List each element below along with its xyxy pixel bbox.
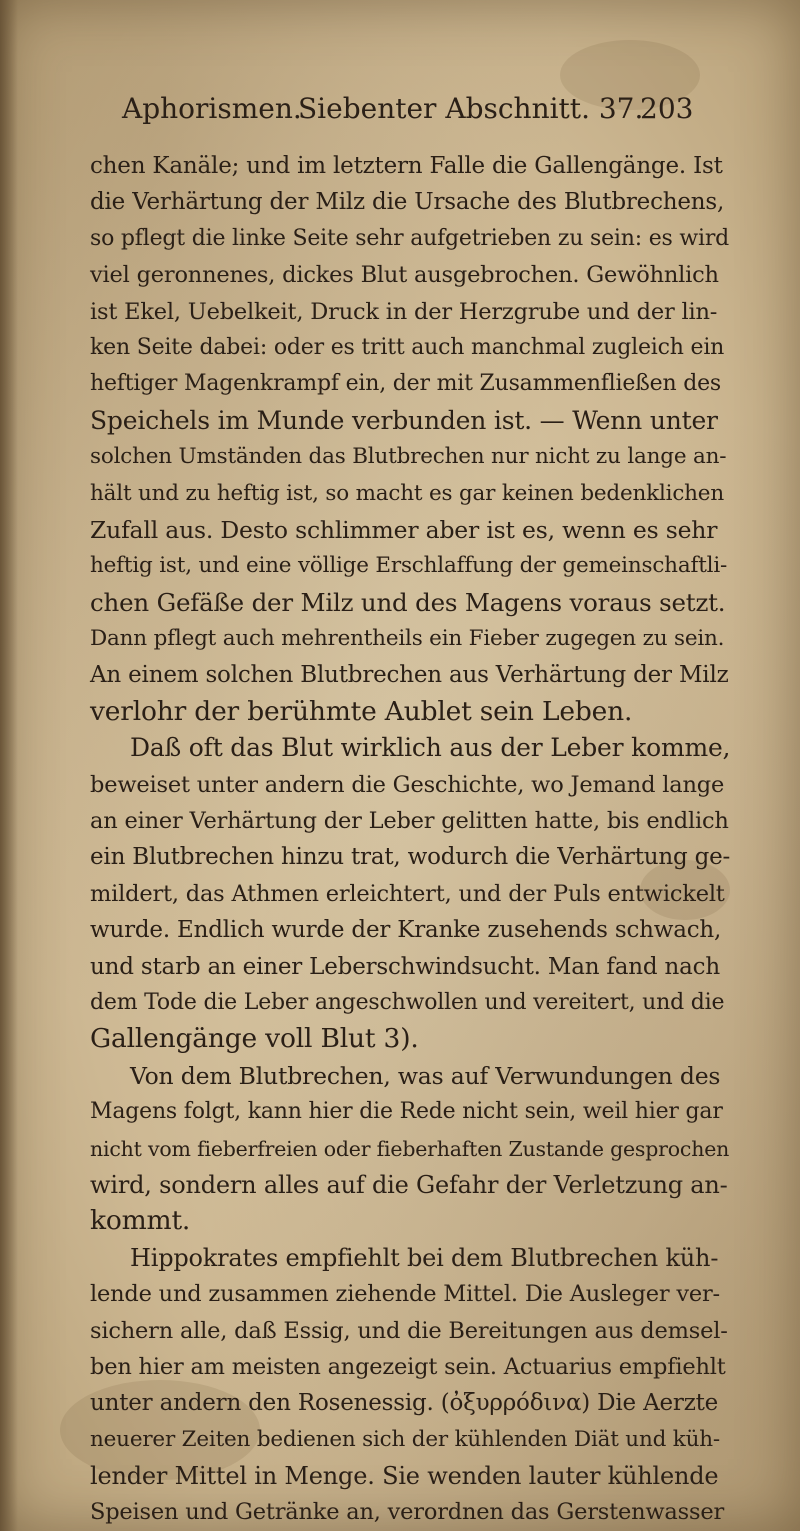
body-text <box>90 148 730 1531</box>
text-line: dem Tode die Leber angeschwollen und vereitert, und die <box>90 989 725 1015</box>
text-line: unter andern den Rosenessig. (ὀξυρρόδινα) Die Aerzte <box>90 1390 719 1417</box>
text-line: Dann pflegt auch mehrentheils ein Fieber zugegen zu sein. <box>90 626 725 652</box>
text-line: An einem solchen Blutbrechen aus Verhärtung der Milz <box>90 662 729 689</box>
text-line: ein Blutbrechen hinzu trat, wodurch die Verhärtung ge- <box>90 844 731 871</box>
text-line: beweiset unter andern die Geschichte, wo Jemand lange <box>90 771 725 798</box>
text-line: kommt. <box>90 1205 191 1237</box>
text-line: chen Gefäße der Milz und des Magens voraus setzt. <box>90 587 726 617</box>
text-line: mildert, das Athmen erleichtert, und der Puls entwickelt <box>90 880 725 907</box>
text-line: viel geronnenes, dickes Blut ausgebrochen. Gewöhnlich <box>90 262 719 289</box>
header-section-title: Siebenter Abschnitt. 37. <box>298 92 644 125</box>
text-line: heftig ist, und eine völlige Erschlaffung der gemeinschaftli- <box>90 553 728 579</box>
text-line: heftiger Magenkrampf ein, der mit Zusammenfließen des <box>90 371 722 397</box>
text-line: die Verhärtung der Milz die Ursache des Blutbrechens, <box>90 189 725 216</box>
text-line: wurde. Endlich wurde der Kranke zusehends schwach, <box>90 917 722 944</box>
text-line: ben hier am meisten angezeigt sein. Actuarius empfiehlt <box>90 1353 726 1380</box>
text-line: nicht vom fieberfreien oder fieberhaften Zustande gesprochen <box>90 1136 730 1161</box>
paragraph-start-line: Von dem Blutbrechen, was auf Verwundungen des <box>130 1061 721 1090</box>
text-line: ist Ekel, Uebelkeit, Druck in der Herzgrube und der lin- <box>90 298 718 325</box>
page-number: 203 <box>640 92 694 125</box>
text-line: lender Mittel in Menge. Sie wenden lauter kühlende <box>90 1462 719 1491</box>
text-line: solchen Umständen das Blutbrechen nur nicht zu lange an- <box>90 444 727 470</box>
text-line: ken Seite dabei: oder es tritt auch manchmal zugleich ein <box>90 334 725 360</box>
text-line: Zufall aus. Desto schlimmer aber ist es, wenn es sehr <box>90 515 718 544</box>
text-line: sichern alle, daß Essig, und die Bereitungen aus demsel- <box>90 1317 728 1344</box>
page-binding-shadow <box>0 0 18 1531</box>
text-line: an einer Verhärtung der Leber gelitten hatte, bis endlich <box>90 808 729 835</box>
text-line: Magens folgt, kann hier die Rede nicht sein, weil hier gar <box>90 1099 723 1125</box>
running-header <box>100 92 750 136</box>
text-line: wird, sondern alles auf die Gefahr der Verletzung an- <box>90 1170 728 1199</box>
text-line: lende und zusammen ziehende Mittel. Die Ausleger ver- <box>90 1281 720 1308</box>
text-line: so pflegt die linke Seite sehr aufgetrieben zu sein: es wird <box>90 225 730 251</box>
text-line: Speichels im Munde verbunden ist. — Wenn unter <box>90 405 718 435</box>
text-line: verlohr der berühmte Aublet sein Leben. <box>90 695 633 727</box>
text-line: Gallengänge voll Blut 3). <box>90 1023 419 1055</box>
text-line: Speisen und Getränke an, verordnen das Gerstenwasser <box>90 1499 725 1526</box>
text-line: und starb an einer Leberschwindsucht. Man fand nach <box>90 953 720 980</box>
text-line: chen Kanäle; und im letztern Falle die Gallengänge. Ist <box>90 153 723 179</box>
paragraph-start-line: Daß oft das Blut wirklich aus der Leber komme, <box>130 733 731 763</box>
paragraph-start-line: Hippokrates empfiehlt bei dem Blutbrechen küh- <box>130 1243 719 1272</box>
text-line: hält und zu heftig ist, so macht es gar keinen bedenklichen <box>90 480 724 506</box>
text-line: neuerer Zeiten bedienen sich der kühlenden Diät und küh- <box>90 1426 720 1452</box>
header-title-left: Aphorismen. <box>122 92 302 125</box>
